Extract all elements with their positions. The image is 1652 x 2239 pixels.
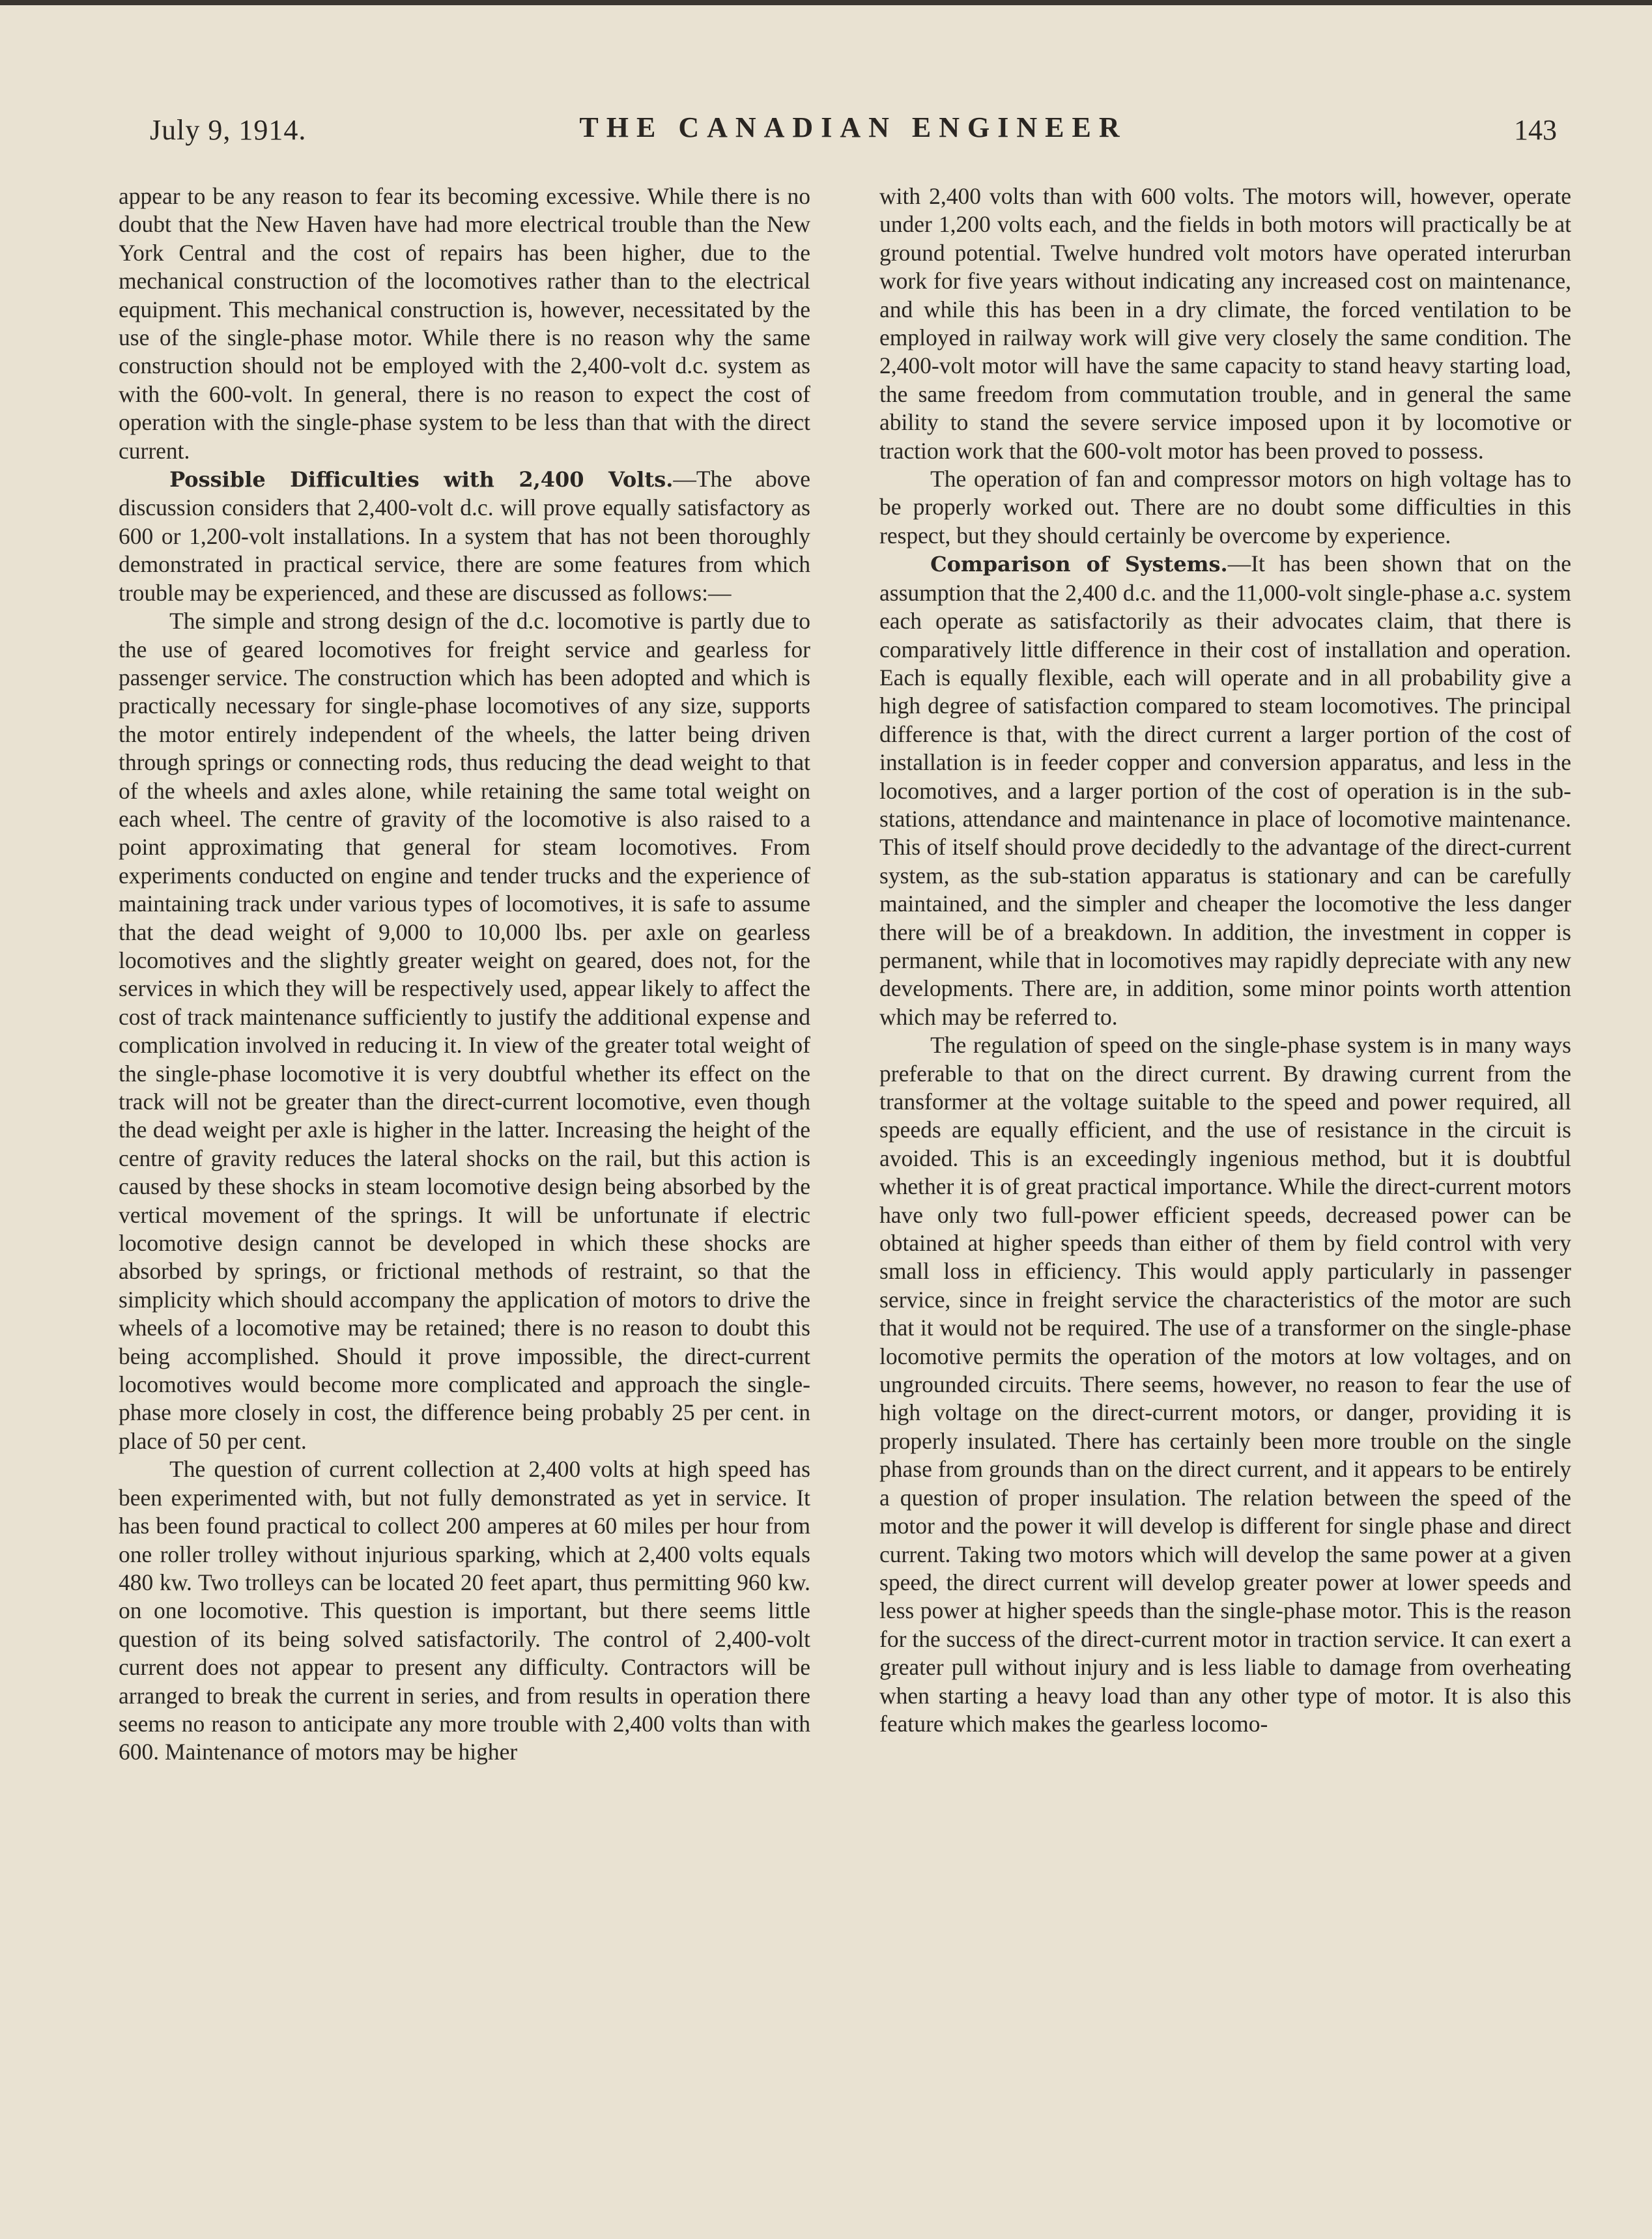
paragraph: The regulation of speed on the single-phase system is in many ways preferable to that on the direct current. By drawing current from the transformer at the voltage suitable to the speed and power required, all speeds are equally efficient, and the use of resistance in the circuit is avoided. This is an exceedingly ingenious method, but it is doubtful whether it is of great practical importance. While the direct-current motors have only two full-power efficient speeds, decreased power can be obtained at higher speeds than either of them by field control with very small loss in efficiency. This would apply particularly in passenger service, since in freight service the characteristics of the motor are such that it would not be required. The use of a transformer on the single-phase locomotive permits the operation of the motors at low voltages, and on ungrounded circuits. There seems, however, no reason to fear the use of high voltage on the direct-current motors, or danger, providing it is properly insulated. There has certainly been more trouble on the single phase from grounds than on the direct current, and it appears to be entirely a question of proper insulation. The relation between the speed of the motor and the power it will develop is different for single phase and direct current. Taking two motors which will develop the same power at a given speed, the direct current will develop greater power at lower speeds and less power at higher speeds than the single-phase motor. This is the reason for the success of the direct-current motor in traction service. It can exert a greater pull without injury and is less liable to damage from overheating when starting a heavy load than any other type of motor. It is also this feature which makes the gearless locomo- xyxy=(879,1032,1571,1737)
page-top-edge xyxy=(0,0,1652,5)
left-column xyxy=(119,182,810,2176)
journal-title: THE CANADIAN ENGINEER xyxy=(579,111,1128,143)
paragraph-body: —It has been shown that on the assumption that the 2,400 d.c. and the 11,000-volt single-phase a.c. system each operate as satisfactorily as their advocates claim, that there is comparatively little difference in their cost of installation and operation. Each is equally flexible, each will operate and in all probability give a high degree of satisfaction compared to steam locomotives. The principal difference is that, with the direct current a larger portion of the cost of installation is in feeder copper and conversion apparatus, and less in the locomotives, and a larger portion of the cost of operation is in the sub-stations, attendance and maintenance in place of locomotive maintenance. This of itself should prove decidedly to the advantage of the direct-current system, as the sub-station apparatus is stationary and can be carefully maintained, and the simpler and cheaper the locomotive the less danger there will be of a breakdown. In addition, the investment in copper is permanent, while that in locomotives may rapidly depreciate with any new developments. There are, in addition, some minor points worth attention which may be referred to. xyxy=(879,550,1571,1030)
section-heading: Comparison of Systems. xyxy=(930,552,1228,577)
header-date: July 9, 1914. xyxy=(150,114,307,146)
paragraph: appear to be any reason to fear its becoming excessive. While there is no doubt that the New Haven have had more electrical trouble than the New York Central and the cost of repairs has been higher, due to the mechanical construction of the locomotives rather than to the electrical equipment. This mechanical construction is, however, necessitated by the use of the single-phase motor. While there is no reason why the same construction should not be employed with the 2,400-volt d.c. system as with the 600-volt. In general, there is no reason to expect the cost of operation with the single-phase system to be less than that with the direct current. xyxy=(119,183,810,464)
section-heading: Possible Difficulties with 2,400 Volts. xyxy=(169,467,674,492)
paragraph: with 2,400 volts than with 600 volts. The motors will, however, operate under 1,200 volts each, and the fields in both motors will practically be at ground potential. Twelve hundred volt motors have operated interurban work for five years without indicating any increased cost on maintenance, and while this has been in a dry climate, the forced ventilation to be employed in railway work will give very closely the same condition. The 2,400-volt motor will have the same capacity to stand heavy starting load, the same freedom from commutation trouble, and in general the same ability to stand the severe service imposed upon it by locomotive or traction work that the 600-volt motor has been proved to possess. xyxy=(879,183,1571,464)
paragraph xyxy=(879,550,1571,1031)
page-number: 143 xyxy=(1514,114,1557,146)
paragraph: The operation of fan and compressor motors on high voltage has to be properly worked out. There are no doubt some difficulties in this respect, but they should certainly be overcome by experience. xyxy=(879,466,1571,549)
paragraph xyxy=(119,465,810,607)
paragraph: The question of current collection at 2,400 volts at high speed has been experimented with, but not fully demonstrated as yet in service. It has been found practical to collect 200 amperes at 60 miles per hour from one roller trolley without injurious sparking, which at 2,400 volts equals 480 kw. Two trolleys can be located 20 feet apart, thus permitting 960 kw. on one locomotive. This question is important, but there seems little question of its being solved satisfactorily. The control of 2,400-volt current does not appear to present any difficulty. Contractors will be arranged to break the current in series, and from results in operation there seems no reason to anticipate any more trouble with 2,400 volts than with 600. Maintenance of motors may be higher xyxy=(119,1456,810,1765)
paragraph: The simple and strong design of the d.c. locomotive is partly due to the use of geared locomotives for freight service and gearless for passenger service. The construction which has been adopted and which is practically necessary for single-phase locomotives of any size, supports the motor entirely independent of the wheels, the latter being driven through springs or connecting rods, thus reducing the dead weight to that of the wheels and axles alone, while retaining the same total weight on each wheel. The centre of gravity of the locomotive is also raised to a point approximating that general for steam locomotives. From experiments conducted on engine and tender trucks and the experience of maintaining track under various types of locomotives, it is safe to assume that the dead weight of 9,000 to 10,000 lbs. per axle on gearless locomotives and the slightly greater weight on geared, does not, for the services in which they will be respectively used, appear likely to affect the cost of track maintenance sufficiently to justify the additional expense and complication involved in reducing it. In view of the greater total weight of the single-phase locomotive it is very doubtful whether its effect on the track will not be greater than the direct-current locomotive, even though the dead weight per axle is higher in the latter. Increasing the height of the centre of gravity reduces the lateral shocks on the rail, but this action is caused by these shocks in steam locomotive design being absorbed by the vertical movement of the springs. It will be unfortunate if electric locomotive design cannot be developed in which these shocks are absorbed by springs, or frictional methods of restraint, so that the simplicity which should accompany the application of motors to drive the wheels of a locomotive may be retained; there is no reason to doubt this being accomplished. Should it prove impossible, the direct-current locomotives would become more complicated and approach the single-phase more closely in cost, the difference being probably 25 per cent. in place of 50 per cent. xyxy=(119,608,810,1454)
right-column xyxy=(879,182,1571,2176)
paragraph-body: —The above discussion considers that 2,400-volt d.c. will prove equally satisfactory as 600 or 1,200-volt installations. In a system that has not been thoroughly demonstrated in practical service, there are some features from which trouble may be experienced, and these are discussed as follows:— xyxy=(119,466,810,606)
page-header xyxy=(150,111,1557,156)
